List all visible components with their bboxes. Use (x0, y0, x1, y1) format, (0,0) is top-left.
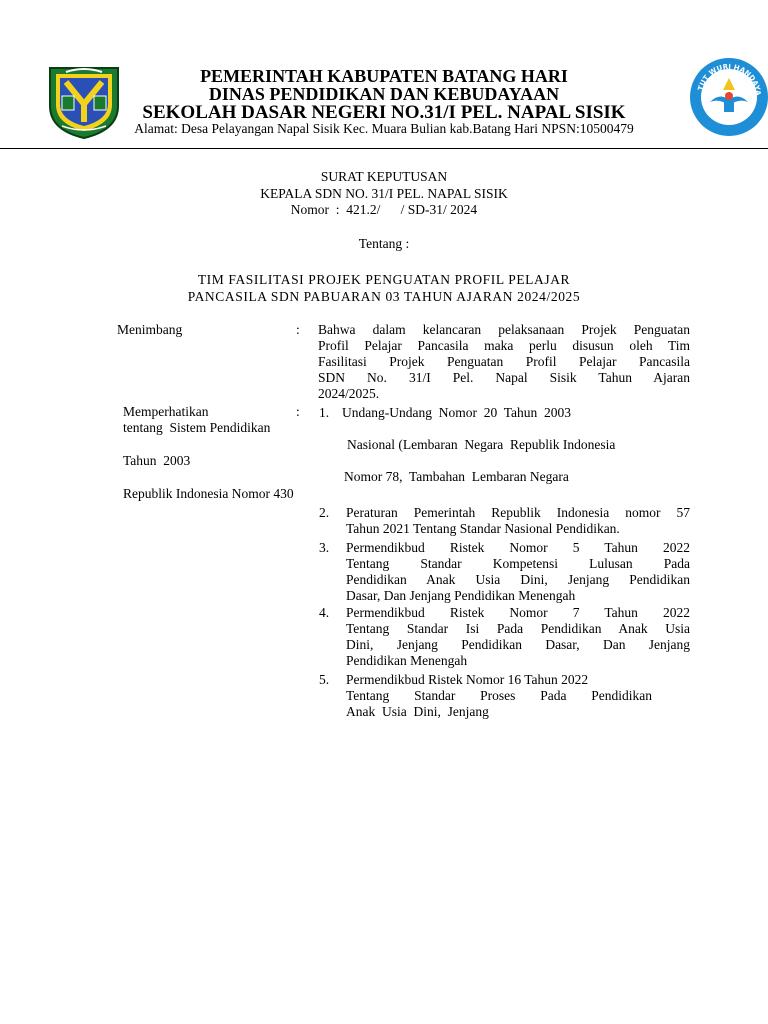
law-item-line: Nasional (Lembaran Negara Republik Indonesia (347, 437, 616, 452)
menimbang-body (318, 322, 690, 402)
memperhatikan-colon: : (296, 404, 300, 419)
header-school: SEKOLAH DASAR NEGERI NO.31/I PEL. NAPAL SISIK (142, 102, 626, 123)
decree-subject-line2: PANCASILA SDN PABUARAN 03 TAHUN AJARAN 2024/2025 (187, 289, 581, 304)
law-item-line: Nomor 78, Tambahan Lembaran Negara (344, 469, 569, 484)
header-address: Alamat: Desa Pelayangan Napal Sisik Kec. Muara Bulian kab.Batang Hari NPSN:10500479 (134, 121, 634, 136)
menimbang-line: Profil Pelajar Pancasila maka perlu disusun oleh Tim (318, 338, 690, 353)
law-item-line: Dasar, Dan Jenjang Pendidikan Menengah (346, 588, 576, 603)
law-item-number: 3. (319, 540, 330, 555)
law-item-line: Permendikbud Ristek Nomor 7 Tahun 2022 (346, 605, 690, 620)
decree-title: SURAT KEPUTUSAN (320, 169, 448, 184)
law-item-line: Tahun 2021 Tentang Standar Nasional Pendidikan. (346, 521, 620, 536)
menimbang-line: 2024/2025. (318, 386, 380, 401)
law-item-line: Pendidikan Menengah (346, 653, 468, 668)
menimbang-colon: : (296, 322, 300, 337)
menimbang-line: SDN No. 31/I Pel. Napal Sisik Tahun Ajaran (318, 370, 690, 385)
law-item-line: Tentang Standar Proses Pada Pendidikan (346, 688, 652, 703)
decree-issuer: KEPALA SDN NO. 31/I PEL. NAPAL SISIK (260, 186, 508, 201)
law-item-line: Permendikbud Ristek Nomor 5 Tahun 2022 (346, 540, 690, 555)
law-item-line: Peraturan Pemerintah Republik Indonesia nomor 57 (346, 505, 690, 520)
law-item-number: 2. (319, 505, 330, 520)
law-item-number: 5. (319, 672, 330, 687)
menimbang-label: Menimbang (117, 322, 183, 337)
svg-text:TUT WURI HANDAYANI: TUT WURI HANDAYA (696, 62, 763, 96)
memperhatikan-left-line: Tahun 2003 (123, 453, 191, 468)
law-item-body (346, 540, 690, 604)
letterhead-divider (0, 148, 768, 149)
law-item-body (346, 672, 652, 720)
law-item-line: Tentang Standar Isi Pada Pendidikan Anak Usia (346, 621, 690, 636)
menimbang-line: Fasilitasi Projek Penguatan Profil Pelajar Pancasila (318, 354, 690, 369)
law-item-body (346, 605, 690, 669)
law-item-body (346, 505, 690, 537)
law-item-line: Undang-Undang Nomor 20 Tahun 2003 (342, 405, 572, 420)
law-item-number: 1. (319, 405, 330, 420)
memperhatikan-label: Memperhatikan (123, 404, 209, 419)
law-item-number: 4. (319, 605, 330, 620)
header-government: PEMERINTAH KABUPATEN BATANG HARI (200, 66, 568, 86)
menimbang-line: Bahwa dalam kelancaran pelaksanaan Projek Penguatan (318, 322, 690, 337)
memperhatikan-left-line: Republik Indonesia Nomor 430 (123, 486, 294, 501)
header-department: DINAS PENDIDIKAN DAN KEBUDAYAAN (208, 84, 560, 104)
decree-about: Tentang : (358, 236, 410, 251)
law-item-line: Pendidikan Anak Usia Dini, Jenjang Pendidikan (346, 572, 690, 587)
law-item-line: Dini, Jenjang Pendidikan Dasar, Dan Jenjang (346, 637, 690, 652)
law-item-line: Permendikbud Ristek Nomor 16 Tahun 2022 (346, 672, 589, 687)
memperhatikan-left-line: tentang Sistem Pendidikan (123, 420, 271, 435)
decree-number: Nomor : 421.2/ / SD-31/ 2024 (290, 202, 478, 217)
law-item-line: Anak Usia Dini, Jenjang (346, 704, 489, 719)
decree-subject-line1: TIM FASILITASI PROJEK PENGUATAN PROFIL PELAJAR (197, 272, 571, 287)
law-item-line: Tentang Standar Kompetensi Lulusan Pada (346, 556, 690, 571)
